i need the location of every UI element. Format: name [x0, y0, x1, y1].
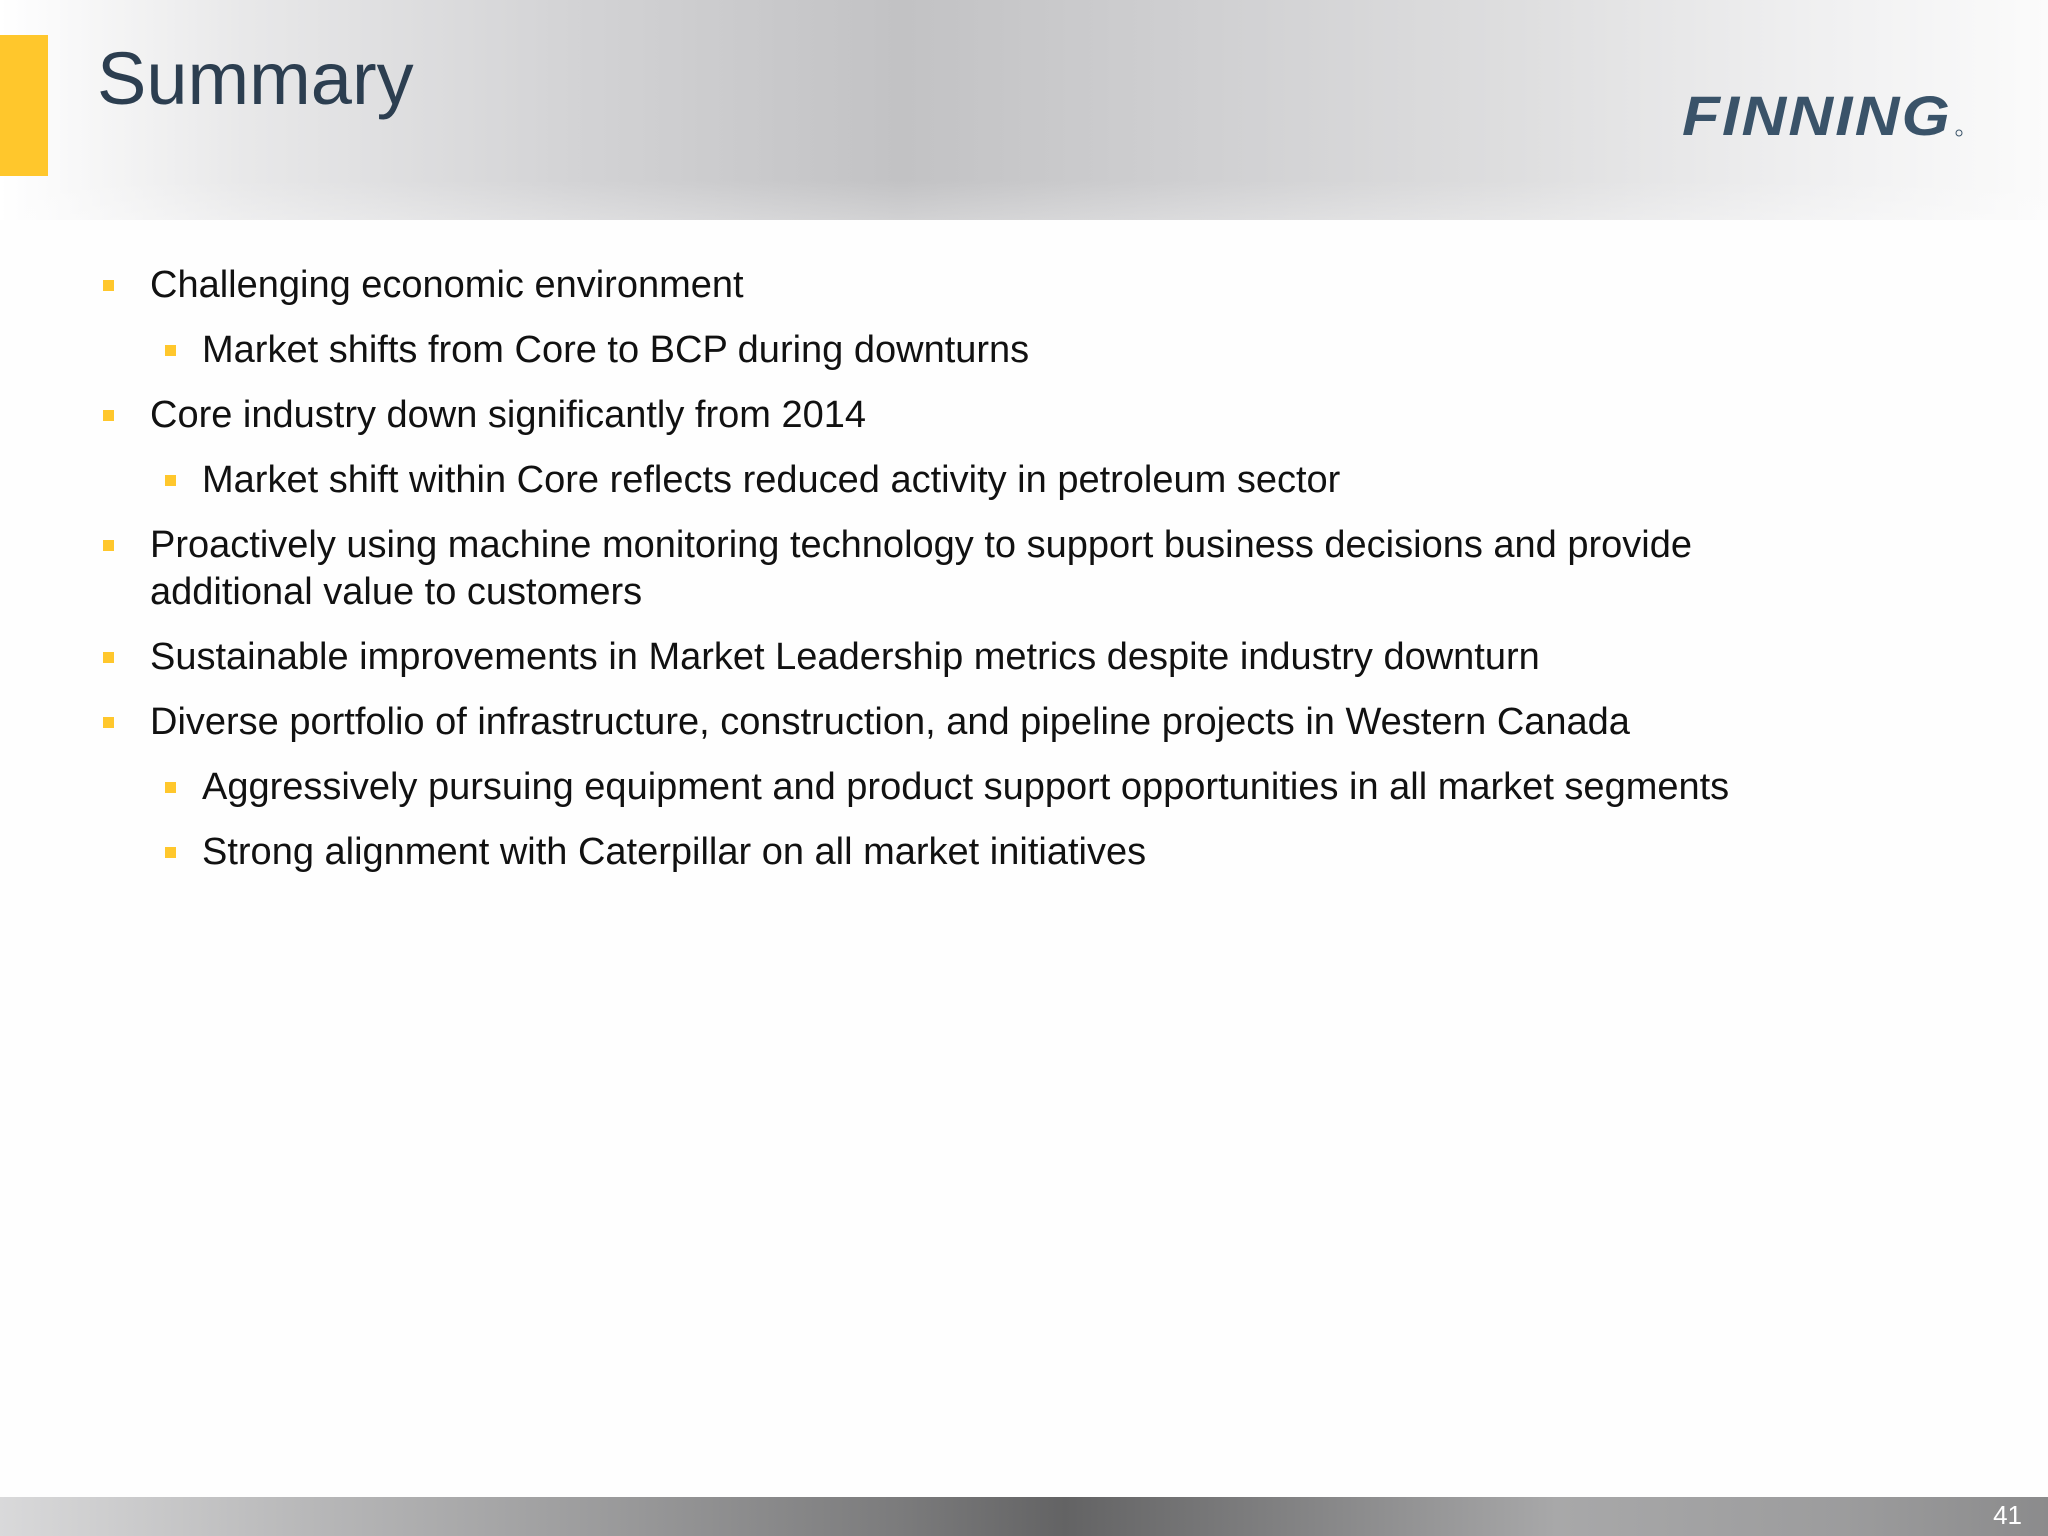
bullet-text: Strong alignment with Caterpillar on all market initiatives [202, 831, 1147, 873]
bullet-list [0, 262, 2048, 894]
sub-bullet-item [0, 764, 1852, 811]
bullet-text: Sustainable improvements in Market Leadership metrics despite industry downturn [150, 636, 1540, 678]
bullet-marker-icon [165, 847, 176, 858]
bullet-text: Challenging economic environment [150, 264, 744, 306]
bullet-text: Market shifts from Core to BCP during downturns [202, 329, 1030, 371]
registered-mark-icon [1956, 130, 1962, 136]
bullet-marker-icon [103, 717, 114, 728]
bullet-item [0, 522, 1800, 616]
finning-logo [1680, 90, 1965, 142]
bullet-text: Core industry down significantly from 2014 [150, 394, 867, 436]
logo-wordmark: FINNING [1682, 90, 1952, 142]
bullet-marker-icon [165, 782, 176, 793]
bullet-text: Proactively using machine monitoring technology to support business decisions and provide additional value to customers [150, 524, 1692, 613]
sub-bullet-item [0, 829, 1852, 876]
bullet-text: Aggressively pursuing equipment and product support opportunities in all market segments [202, 766, 1730, 808]
bullet-marker-icon [103, 280, 114, 291]
slide-header [0, 0, 2048, 220]
bullet-item [0, 634, 1800, 681]
sub-bullet-item [0, 327, 1852, 374]
bullet-marker-icon [165, 475, 176, 486]
bullet-marker-icon [103, 540, 114, 551]
bullet-text: Diverse portfolio of infrastructure, construction, and pipeline projects in Western Canada [150, 701, 1630, 743]
bullet-marker-icon [103, 652, 114, 663]
bullet-text: Market shift within Core reflects reduced activity in petroleum sector [202, 459, 1341, 501]
slide-title: Summary [97, 37, 414, 120]
bullet-item [0, 699, 1800, 746]
slide-footer [0, 1497, 2048, 1536]
title-accent-bar [0, 35, 48, 176]
bullet-item [0, 262, 1800, 309]
bullet-item [0, 392, 1800, 439]
page-number: 41 [1993, 1500, 2022, 1530]
bullet-marker-icon [165, 345, 176, 356]
sub-bullet-item [0, 457, 1852, 504]
bullet-marker-icon [103, 410, 114, 421]
